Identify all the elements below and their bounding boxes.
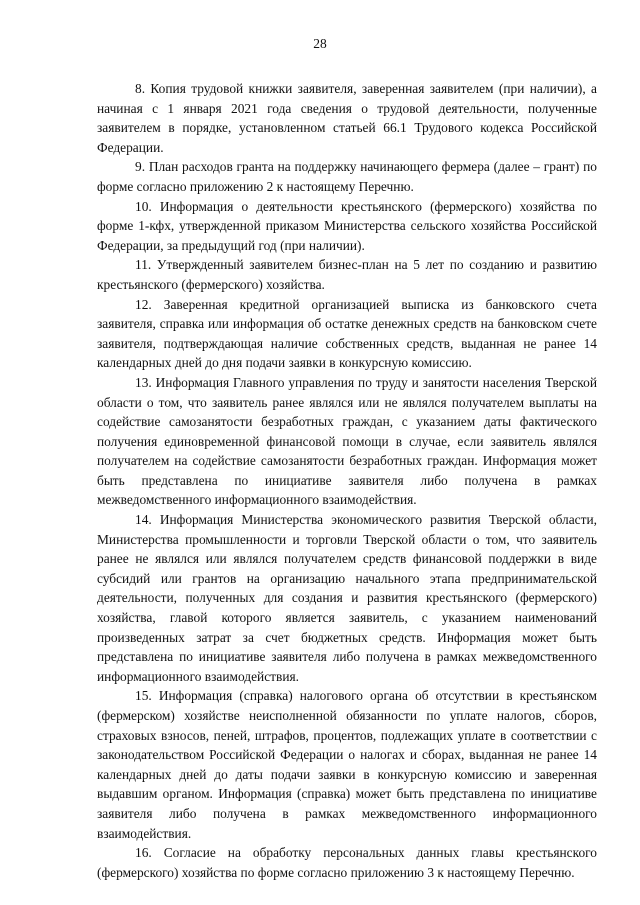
paragraph-item-15: 15. Информация (справка) налогового органа об отсутствии в крестьянском (фермерском) хозяйстве неисполненной обязанности по уплате налогов, сборов, страховых взносов, пеней, штрафов, процентов, подлежащих уплате в соответствии с законодательством Российской Федерации о налогах и сборах, выданная не ранее 14 календарных дней до даты подачи заявки в конкурсную комиссию и заверенная выдавшим органом. Информация (справка) может быть представлена по инициативе заявителя либо получена в рамках межведомственного информационного взаимодействия. (97, 688, 597, 841)
document-body (97, 79, 597, 882)
paragraph-item-9: 9. План расходов гранта на поддержку начинающего фермера (далее – грант) по форме согласно приложению 2 к настоящему Перечню. (97, 159, 597, 194)
paragraph-item-14: 14. Информация Министерства экономического развития Тверской области, Министерства промышленности и торговли Тверской области о том, что заявитель ранее не являлся или являлся получателем средств финансовой поддержки в виде субсидий или грантов на организацию начального этапа предпринимательской деятельности, полученных для создания и развития крестьянского (фермерского) хозяйства, главой которого является заявитель, с указанием наименований произведенных затрат за счет бюджетных средств. Информация может быть представлена по инициативе заявителя либо получена в рамках межведомственного информационного взаимодействия. (97, 512, 597, 684)
paragraph-item-10: 10. Информация о деятельности крестьянского (фермерского) хозяйства по форме 1-кфх, утвержденной приказом Министерства сельского хозяйства Российской Федерации, за предыдущий год (при наличии). (97, 198, 597, 253)
paragraph-item-16: 16. Согласие на обработку персональных данных главы крестьянского (фермерского) хозяйства по форме согласно приложению 3 к настоящему Перечню. (97, 845, 597, 880)
paragraph-item-8: 8. Копия трудовой книжки заявителя, заверенная заявителем (при наличии), а начиная с 1 января 2021 года сведения о трудовой деятельности, полученные заявителем в порядке, установленном статьей 66.1 Трудового кодекса Российской Федерации. (97, 81, 597, 155)
paragraph-item-12: 12. Заверенная кредитной организацией выписка из банковского счета заявителя, справка или информация об остатке денежных средств на банковском счете заявителя, подтверждающая наличие собственных средств, выданная не ранее 14 календарных дней до дня подачи заявки в конкурсную комиссию. (97, 296, 597, 371)
paragraph-item-11: 11. Утвержденный заявителем бизнес-план на 5 лет по созданию и развитию крестьянского (фермерского) хозяйства. (97, 257, 597, 292)
paragraph-item-13: 13. Информация Главного управления по труду и занятости населения Тверской области о том, что заявитель ранее являлся или не являлся получателем выплаты на содействие самозанятости безработных граждан, с указанием даты фактического получения единовременной финансовой помощи в случае, если заявитель являлся получателем на содействие самозанятости безработных граждан. Информация может быть представлена по инициативе заявителя либо получена в рамках межведомственного информационного взаимодействия. (97, 374, 597, 508)
page-number: 28 (313, 36, 327, 51)
